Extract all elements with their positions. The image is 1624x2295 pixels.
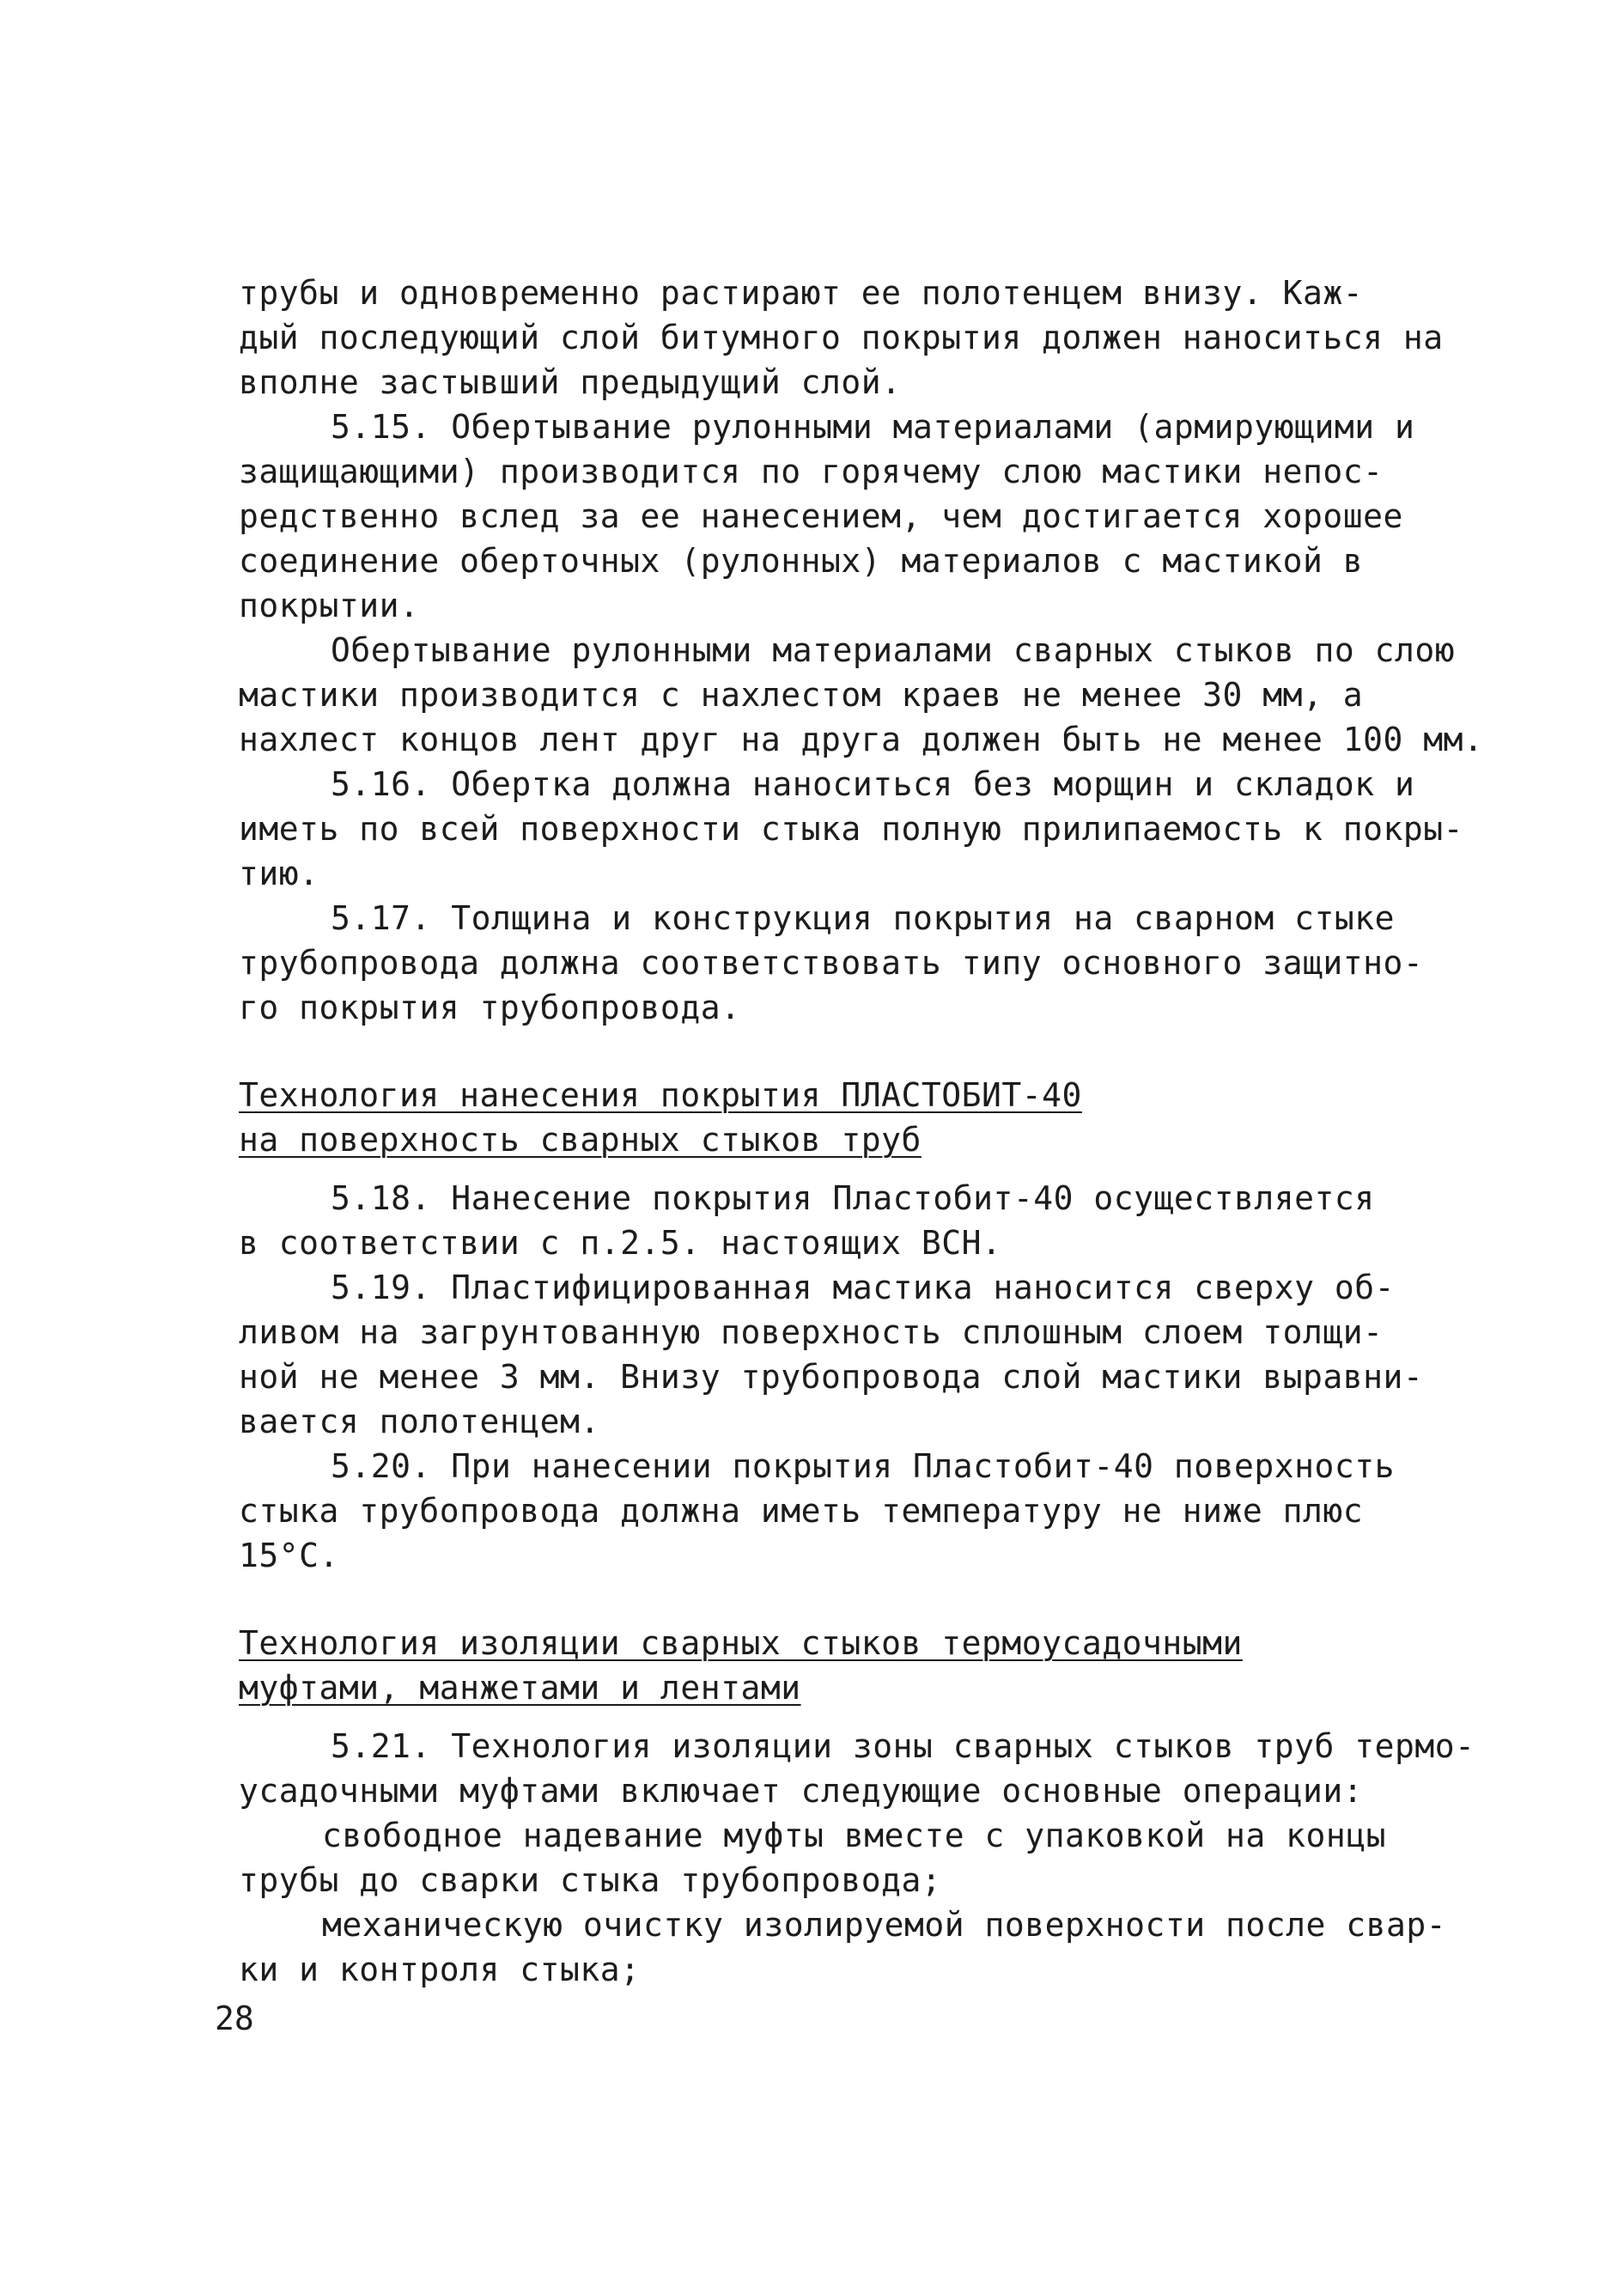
- text-line: ки и контроля стыка;: [239, 1951, 641, 1988]
- text-line: 5.17. Толщина и конструкция покрытия на сварном стыке: [331, 899, 1396, 937]
- text-line: 5.15. Обертывание рулонными материалами (армирующими и: [331, 408, 1415, 446]
- section-heading: на поверхность сварных стыков труб: [239, 1121, 921, 1159]
- section-heading: Технология нанесения покрытия ПЛАСТОБИТ-40: [239, 1076, 1082, 1114]
- text-line: 5.21. Технология изоляции зоны сварных стыков труб термо-: [331, 1727, 1475, 1765]
- text-line: соединение оберточных (рулонных) материалов с мастикой в: [239, 542, 1364, 580]
- text-line: редственно вслед за ее нанесением, чем достигается хорошее: [239, 497, 1403, 535]
- text-line: иметь по всей поверхности стыка полную прилипаемость к покры-: [239, 810, 1464, 848]
- text-line: 5.20. При нанесении покрытия Пластобит-40 поверхность: [331, 1447, 1396, 1485]
- text-line: нахлест концов лент друг на друга должен быть не менее 100 мм.: [239, 721, 1484, 758]
- text-line: трубы до сварки стыка трубопровода;: [239, 1861, 942, 1899]
- text-line: свободное надевание муфты вместе с упаковкой на концы: [322, 1817, 1387, 1854]
- text-line: 5.18. Нанесение покрытия Пластобит-40 осуществляется: [331, 1179, 1375, 1217]
- text-line: вается полотенцем.: [239, 1403, 600, 1440]
- text-line: 5.16. Обертка должна наноситься без морщин и складок и: [331, 765, 1415, 803]
- text-line: защищающими) производится по горячему слою мастики непос-: [239, 453, 1384, 490]
- section-heading: муфтами, манжетами и лентами: [239, 1669, 801, 1707]
- text-line: ной не менее 3 мм. Внизу трубопровода слой мастики выравни-: [239, 1358, 1424, 1396]
- text-line: го покрытия трубопровода.: [239, 989, 741, 1026]
- page-number: 28: [215, 2000, 254, 2037]
- text-line: ливом на загрунтованную поверхность сплошным слоем толщи-: [239, 1313, 1384, 1351]
- text-line: 5.19. Пластифицированная мастика наносится сверху об-: [331, 1269, 1396, 1306]
- text-line: 15°С.: [239, 1537, 339, 1574]
- text-line: механическую очистку изолируемой поверхности после свар-: [322, 1906, 1447, 1944]
- text-line: Обертывание рулонными материалами сварных стыков по слою: [331, 631, 1456, 669]
- text-line: стыка трубопровода должна иметь температуру не ниже плюс: [239, 1492, 1364, 1530]
- text-line: усадочными муфтами включает следующие основные операции:: [239, 1772, 1364, 1810]
- text-line: трубы и одновременно растирают ее полотенцем внизу. Каж-: [239, 274, 1364, 312]
- text-line: трубопровода должна соответствовать типу основного защитно-: [239, 944, 1424, 982]
- text-line: покрытии.: [239, 587, 420, 624]
- text-line: тию.: [239, 855, 319, 892]
- section-heading: Технология изоляции сварных стыков термоусадочными: [239, 1624, 1243, 1662]
- text-line: дый последующий слой битумного покрытия должен наноситься на: [239, 319, 1444, 356]
- text-line: мастики производится с нахлестом краев не менее 30 мм, а: [239, 676, 1364, 714]
- text-line: вполне застывший предыдущий слой.: [239, 363, 902, 401]
- text-line: в соответствии с п.2.5. настоящих ВСН.: [239, 1224, 1002, 1262]
